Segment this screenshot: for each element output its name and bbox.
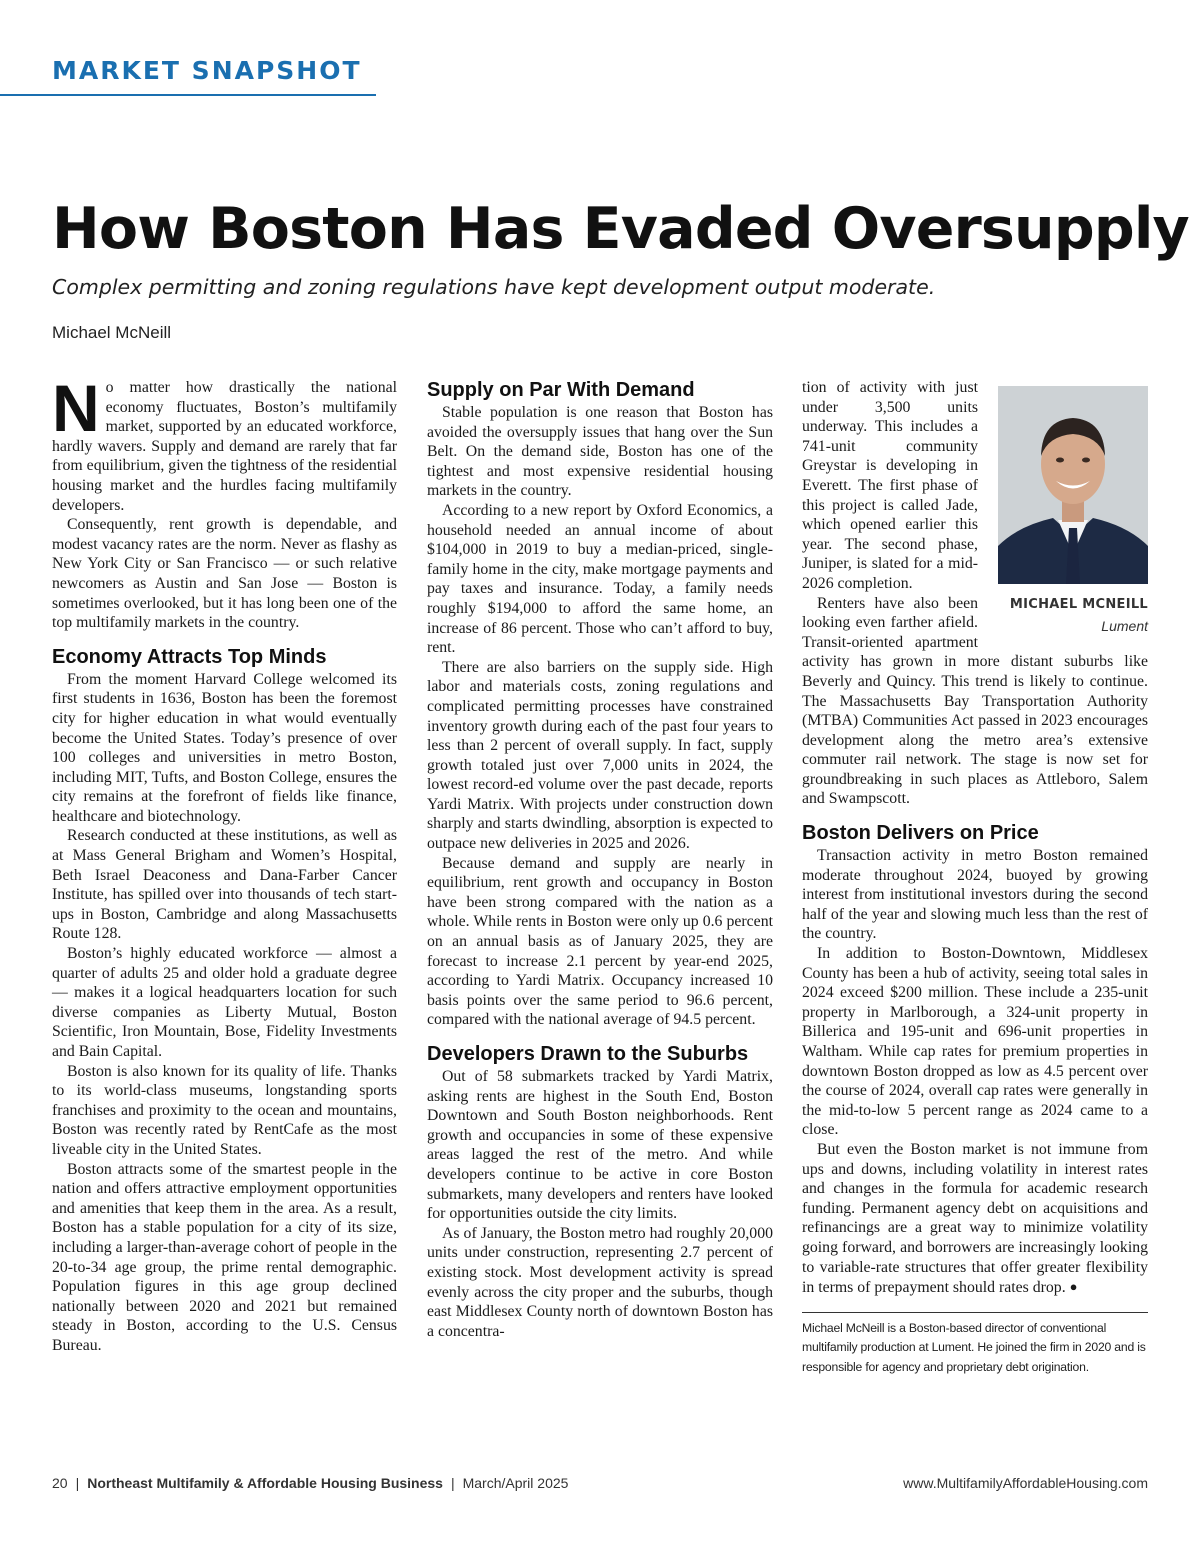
footer-separator: | <box>75 1475 80 1491</box>
section-heading: Supply on Par With Demand <box>427 379 695 401</box>
section-heading: Boston Delivers on Price <box>802 822 1039 845</box>
paragraph: Transaction activity in metro Boston remained moderate throughout 2024, buoyed by growing interest from institutional investors during the second half of the year and slowing much less than the rest of the country. <box>802 847 1148 943</box>
column-1 <box>52 371 397 1356</box>
bio-divider <box>802 1312 1148 1313</box>
column-3 <box>802 378 1148 1377</box>
paragraph: Out of 58 submarkets tracked by Yardi Matrix, asking rents are highest in the South End, Boston Downtown and South Boston neighborhoods. Rent growth and occupancies in some of these expensive areas lagged the rest of the metro. And while developers continue to be active in core Boston submarkets, many developers and renters have looked for opportunities outside the city limits. <box>427 1068 773 1223</box>
paragraph: From the moment Harvard College welcomed its first students in 1636, Boston has been the foremost city for higher education in what would eventually become the United States. Today’s presence of over 100 colleges and universities in metro Boston, including MIT, Tufts, and Boston College, ensures the city remains at the forefront of fields like finance, healthcare and biotechnology. <box>52 670 397 825</box>
issue-date: March/April 2025 <box>462 1475 569 1491</box>
paragraph: Stable population is one reason that Boston has avoided the oversupply issues that hang over the Sun Belt. On the demand side, Boston has one of the tightest and most expensive residential housing markets in the country. <box>427 404 773 500</box>
paragraph: Boston attracts some of the smartest people in the nation and offers attractive employment opportunities and amenities that keep them in the area. As a result, Boston has a stable population for a city of its size, including a larger-than-average cohort of people in the 20-to-34 age group, the prime rental demographic. Population figures in this age group declined nationally between 2020 and 2021 but remained steady in Boston, according to the U.S. Census Bureau. <box>52 1160 397 1354</box>
page-footer <box>52 1475 1148 1495</box>
paragraph: No matter how drastically the national economy fluctuates, Boston’s multifamily market, supported by an educated workforce, hardly wavers. Supply and demand are rarely that far from equilibrium, given the tightness of the residential housing market and the hurdles facing multifamily developers. <box>52 371 397 514</box>
publication-name: Northeast Multifamily & Affordable Housing Business <box>87 1475 443 1491</box>
footer-separator: | <box>450 1475 455 1491</box>
headshot-photo <box>998 386 1148 584</box>
paragraph: But even the Boston market is not immune from ups and downs, including volatility in interest rates and changes in the formula for academic research funding. Permanent agency debt on acquisitions and refinancings are a great way to minimize volatility going forward, and borrowers are increasingly looking to variable-rate structures that offer greater flexibility in terms of prepayment should rates drop. ● <box>802 1140 1148 1297</box>
end-mark-icon: ● <box>1069 1279 1078 1295</box>
paragraph: Research conducted at these institutions, as well as at Mass General Brigham and Women’s Hospital, Beth Israel Deaconess and Dana-Farber Cancer Institute, has spilled over into thousands of tech start-ups in Boston, Cambridge and along Massachusetts Route 128. <box>52 827 397 943</box>
kicker-rule <box>0 94 376 96</box>
page-number: 20 <box>52 1475 68 1491</box>
section-kicker: MARKET SNAPSHOT <box>52 56 362 85</box>
website-link[interactable]: www.MultifamilyAffordableHousing.com <box>903 1475 1148 1491</box>
photo-caption-affiliation: Lument <box>1101 617 1148 634</box>
paragraph: Boston is also known for its quality of life. Thanks to its world-class museums, longstanding sports franchises and proximity to the ocean and mountains, Boston was recently rated by RentCafe as the most liveable city in the United States. <box>52 1062 397 1158</box>
paragraph: Because demand and supply are nearly in equilibrium, rent growth and occupancy in Boston have been strong compared with the nation as a whole. While rents in Boston were only up 0.6 percent on an annual basis as of January 2025, they are forecast to increase 2.1 percent by year-end 2025, according to Yardi Matrix. Occupancy increased 10 basis points over the same period to 96.6 percent, compared with the national average of 94.5 percent. <box>427 854 773 1029</box>
paragraph: As of January, the Boston metro had roughly 20,000 units under construction, representing 2.7 percent of existing stock. Most development activity is spread evenly across the city proper and the suburbs, though east Middlesex County north of downtown Boston has a concentra- <box>427 1224 773 1340</box>
photo-caption-name: MICHAEL MCNEILL <box>1009 597 1148 612</box>
column-2 <box>427 378 773 1341</box>
headshot-illustration <box>998 386 1148 584</box>
paragraph: According to a new report by Oxford Economics, a household needed an annual income of about $104,000 in 2019 to buy a median-priced, single-family home in the city, make mortgage payments and pay taxes and insurance. Today, a family needs roughly $194,000 to afford the same home, an increase of 86 percent. Those who can’t afford to buy, rent. <box>427 501 773 657</box>
paragraph: In addition to Boston-Downtown, Middlesex County has been a hub of activity, seeing total sales in 2024 exceed $200 million. These include a 235-unit property in Marlborough, a 324-unit property in Billerica and 195-unit and 696-unit properties in Waltham. While cap rates for premium properties in downtown Boston dropped as low as 4.5 percent over the course of 2024, overall cap rates were generally in the mid-to-low 5 percent range as 2024 came to a close. <box>802 945 1148 1139</box>
paragraph: tion of activity with just under 3,500 units underway. This includes a 741-unit community Greystar is developing in Everett. The first phase of this project is called Jade, which opened earlier this year. The second phase, Juniper, is slated for a mid-2026 completion. <box>802 379 978 592</box>
section-heading: Economy Attracts Top Minds <box>52 645 327 668</box>
author-bio: Michael McNeill is a Boston-based director of conventional multifamily production at Lument. He joined the firm in 2020 and is responsible for agency and proprietary debt origination. <box>802 1320 1146 1374</box>
paragraph: Renters have also been looking even farther afield. Transit-oriented apartment activity has grown in more distant suburbs like Beverly and Quincy. This trend is likely to continue. The Massachusetts Bay Transportation Authority (MTBA) Communities Act passed in 2023 encourages development along the metro area’s extensive commuter rail network. The stage is now set for groundbreaking in such places as Attleboro, Salem and Swampscott. <box>802 594 1148 808</box>
paragraph: Consequently, rent growth is dependable, and modest vacancy rates are the norm. Never as flashy as New York City or San Francisco — or such relative newcomers as Austin and San Jose — Boston is sometimes overlooked, but it has long been one of the top multifamily markets in the country. <box>52 516 397 632</box>
paragraph: There are also barriers on the supply side. High labor and materials costs, zoning regulations and complicated permitting processes have constrained inventory growth during each of the past four years to less than 2 percent of overall supply. In fact, supply growth totaled just over 7,000 units in 2024, the lowest record-ed volume over the past decade, reports Yardi Matrix. With projects under construction down sharply and starts dwindling, absorption is expected to outpace new deliveries in 2025 and 2026. <box>427 658 773 853</box>
drop-cap: N <box>52 371 100 445</box>
article-title: How Boston Has Evaded Oversupply <box>52 196 1189 262</box>
article-subtitle: Complex permitting and zoning regulations have kept development output moderate. <box>52 275 936 299</box>
section-heading: Developers Drawn to the Suburbs <box>427 1043 749 1065</box>
author-photo-box <box>988 386 1148 636</box>
article-byline: Michael McNeill <box>52 323 172 342</box>
paragraph: Boston’s highly educated workforce — almost a quarter of adults 25 and older hold a graduate degree — makes it a logical headquarters location for such diverse companies as Liberty Mutual, Boston Scientific, Iron Mountain, Bose, Fidelity Investments and Bain Capital. <box>52 945 397 1060</box>
